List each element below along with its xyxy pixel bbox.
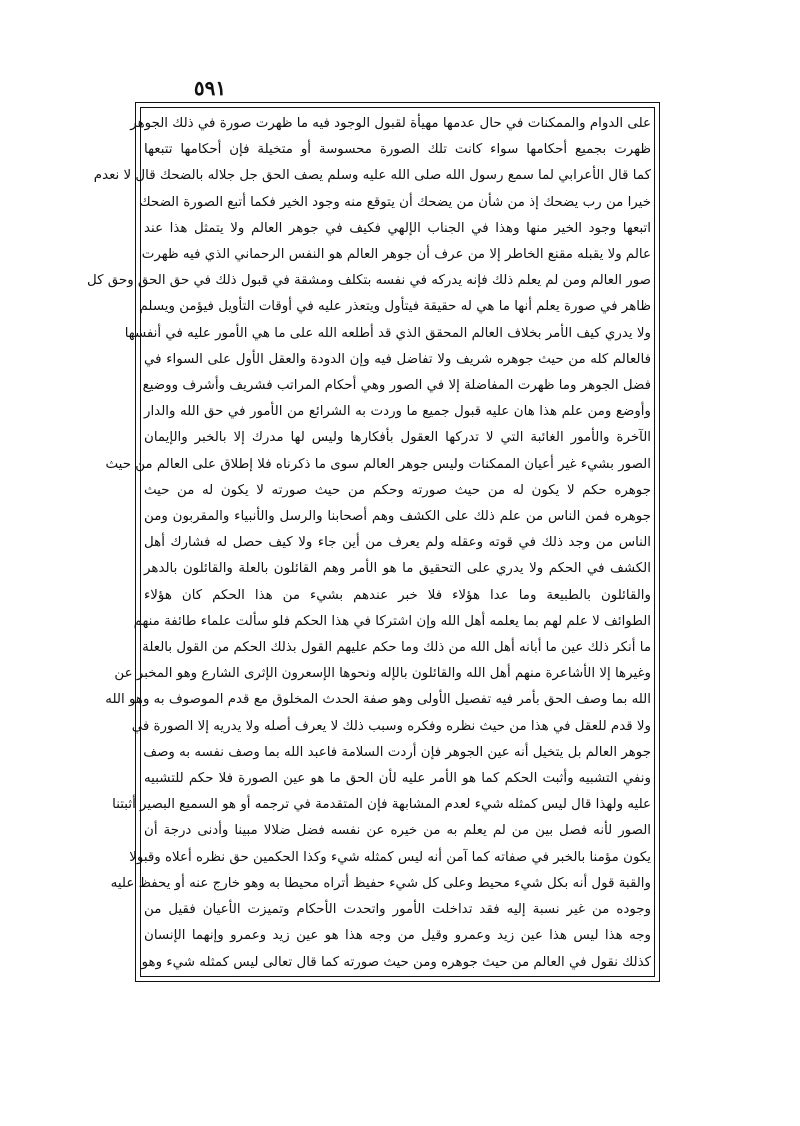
text-line: ولا قدم للعقل في هذا من حيث نظره وفكره وسبب ذلك لا يعرف أصله ولا يدريه إلا الصورة في	[131, 718, 651, 734]
text-line: والقائلون بالطبيعة وما عدا هؤلاء فلا خبر عندهم بشيء من هذا الحكم كان هؤلاء	[144, 587, 651, 603]
text-line: جوهره فمن الناس من علم ذلك على الكشف وهم أصحابنا والرسل والأنبياء والمقربون ومن	[144, 509, 651, 525]
text-line: كما قال الأعرابي لما سمع رسول الله صلى الله عليه وسلم يصف الحق جل جلاله بالضحك قال لا نعدم	[93, 168, 651, 184]
text-line: ونفي التشبيه وأثبت الحكم كما هو الأمر عليه لأن الحق ما هو عين الصورة فلا حكم للتشبيه	[144, 771, 651, 787]
text-body	[86, 113, 651, 973]
text-line: الله بما وصف الحق بأمر فيه تفصيل الأولى وهو صفة الحدث المخلوق مع قدم الموصوف به وهو الله	[105, 692, 651, 708]
text-line: كذلك نقول في العالم من حيث جوهره ومن حيث صورته كما قال تعالى ليس كمثله شيء وهو	[141, 954, 651, 970]
text-line: الطوائف لا علم لهم بما يعلمه أهل الله وإن اشتركا في هذا الحكم فلو سألت علماء طائفة منهم	[133, 613, 651, 629]
text-line: الصور لأنه فصل بين من لم يعلم به من خيره عن نفسه فضل ضلالا مبينا وأدنى درجة أن	[144, 823, 651, 839]
text-line: عالم ولا يقبله مقنع الخاطر إلا من عرف أن جوهر العالم هو النفس الرحماني الذي فيه ظهرت	[141, 247, 651, 263]
text-line: والقبة قول أنه بكل شيء محيط وعلى كل شيء حفيظ أتراه محيطا به وهو خارج عنه أو يحفظ عليه	[110, 875, 651, 891]
text-line: فضل الجوهر وما ظهرت المفاضلة إلا في الصور وهي أحكام المراتب فشريف وأشرف ووضيع	[142, 378, 651, 394]
text-line: جوهره حكم لا يكون له من حيث صورته وحكم من حيث صورته لا يكون له من حيث	[144, 482, 651, 498]
text-line: عليه ولهذا قال ليس كمثله شيء لعدم المشابهة فإن المتقدمة في ترجمه أو هو السميع البصير أثبتنا	[112, 797, 651, 813]
text-line: وجوده من غير نسبة إليه فقد تداخلت الأمور واتحدت الأحكام وتميزت الأعيان فقيل من	[144, 902, 651, 918]
text-line: جوهر العالم بل يتخيل أنه عين الجوهر فإن أردت السلامة فاعبد الله بما وصف نفسه به وصف	[143, 744, 651, 760]
text-line: صور العالم ومن لم يعلم ذلك فإنه يدركه في نفسه بتكلف ومشقة في قبول ذلك في حق الحق وحق كل	[86, 273, 651, 289]
text-line: وجه هذا ليس هذا عين زيد وعمرو وقيل من وجه هذا هو عين زيد وعمرو وإنهما الإنسان	[144, 928, 651, 944]
text-line: ظاهر في صورة يعلم أنها ما هي له حقيقة فيتأول ويتعذر عليه في أوقات التأويل فيؤمن ويسلم	[139, 299, 651, 315]
text-line: خيرا من رب يضحك إذ من شأن من يضحك أن يتوقع منه وجود الخير فكما أتبع الصورة الضحك	[139, 194, 651, 210]
text-line: الكشف في الحكم ولا يدري على التحقيق ما هو الأمر وهم القائلون بالعلة والقائلون بالدهر	[144, 561, 651, 577]
text-line: الصور بشيء غير أعيان الممكنات وليس جوهر العالم سوى ما ذكرناه فلا إطلاق على العالم من حيث	[105, 456, 651, 472]
text-line: ولا يدري كيف الأمر بخلاف العالم المحقق الذي قد أطلعه الله على ما هي الأمور عليه في أنفسها	[124, 325, 651, 341]
text-frame	[86, 102, 660, 982]
text-line: على الدوام والممكنات في حال عدمها مهيأة لقبول الوجود فيه ما ظهرت صورة في ذلك الجوهر	[130, 116, 651, 131]
text-line: وأوضع ومن علم هذا هان عليه قبول جميع ما وردت به الشرائع من الأمور في حق الله والدار	[144, 404, 651, 420]
text-line: وغيرها إلا الأشاعرة منهم أهل الله والقائلون بالإله ونحوها الإسعرون الإثرى الشارع وهو المخبر عن	[114, 666, 651, 682]
text-line: اتبعها وجود الخير منها وهذا في الجناب الإلهي فكيف في جوهر العالم ولا يتمثل هذا عند	[144, 220, 651, 236]
text-line: الآخرة والأمور الغائبة التي لا تدركها العقول بأفكارها وليس لها مدرك إلا بالخبر والإيمان	[144, 430, 651, 446]
text-line: ما أنكر ذلك عين ما أبانه أهل الله من ذلك وما حكم عليهم القول بذلك الحكم من القول بالعلة	[142, 640, 651, 656]
text-line: يكون مؤمنا بالخبر في صفاته كما آمن أنه ليس كمثله شيء وكذا الحكمين حق نظره أعلاه وقبولا	[129, 849, 651, 865]
page-number: ٥٩١	[193, 76, 227, 100]
text-line: ظهرت بجميع أحكامها سواء كانت تلك الصورة محسوسة أو متخيلة فإن أحكامها تتبعها	[144, 142, 651, 158]
text-line: الناس من وجد ذلك في قوته وعقله ولم يعرف من أين جاء ولا كيف حصل له فشارك أهل	[144, 535, 651, 551]
text-line: فالعالم كله من حيث جوهره شريف ولا تفاضل فيه وإن الدودة والعقل الأول على السواء في	[144, 351, 651, 367]
